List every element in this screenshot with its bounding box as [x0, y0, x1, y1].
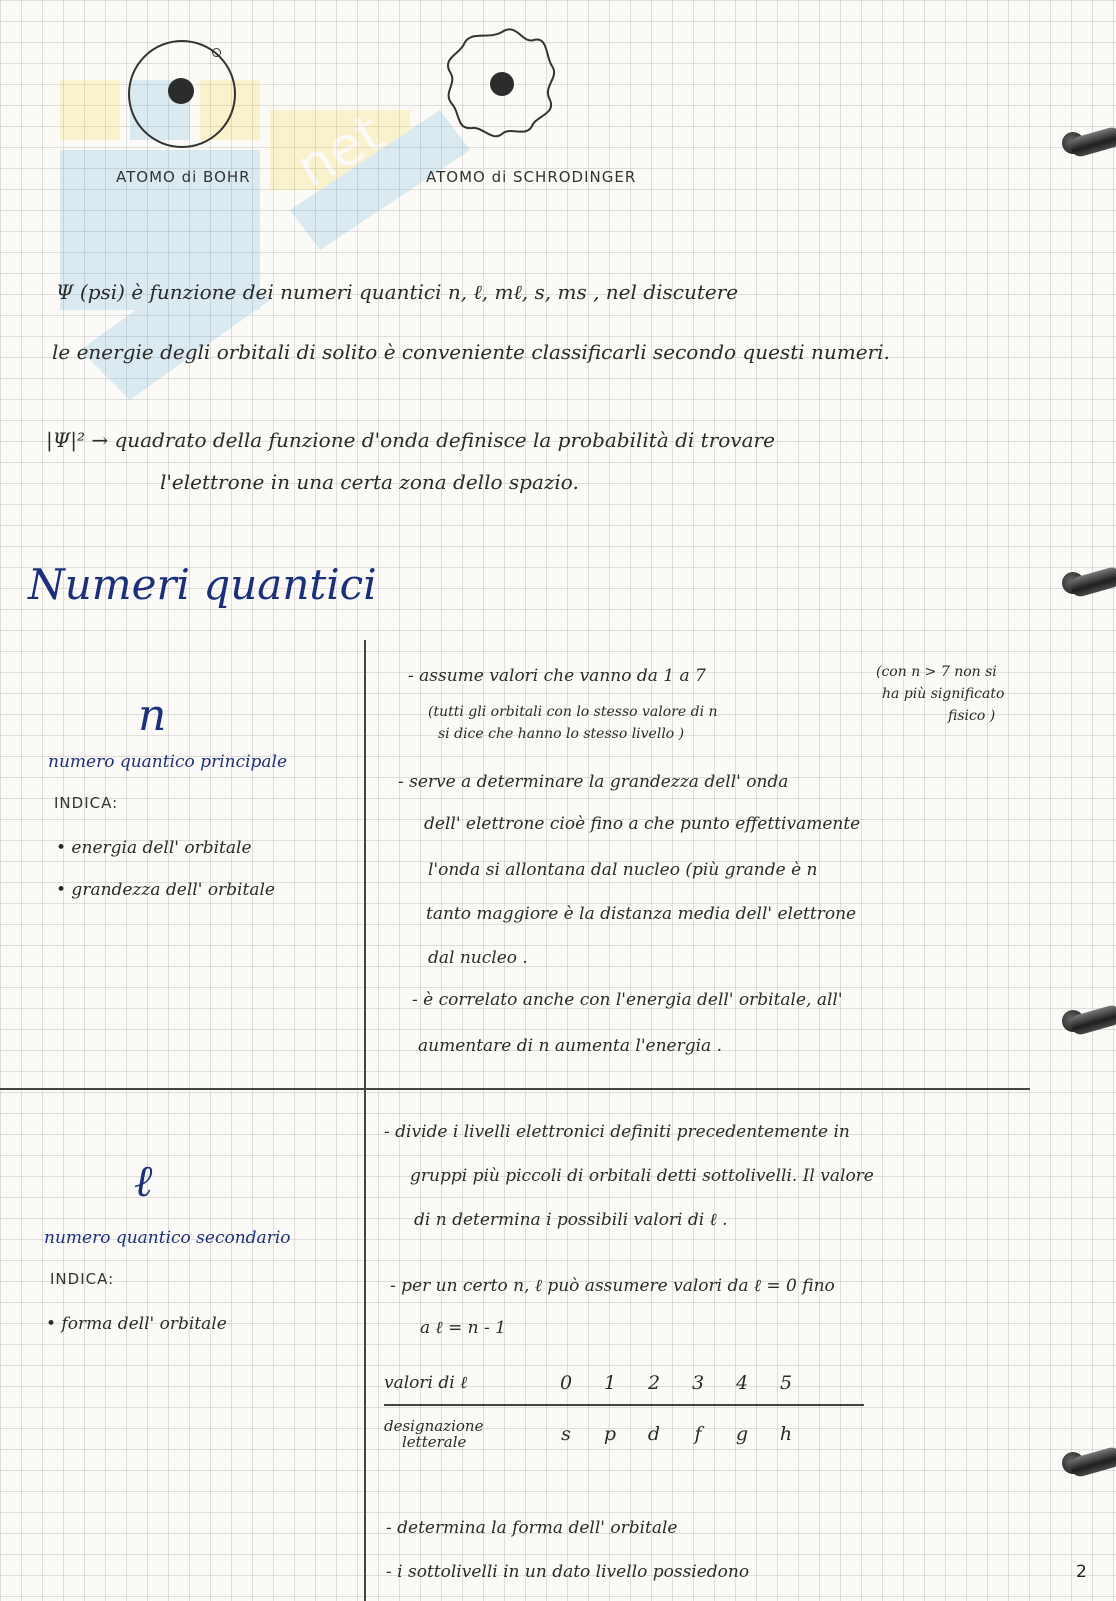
l-note-1: - divide i livelli elettronici definiti precedentemente in — [384, 1122, 850, 1142]
n-note-3: si dice che hanno lo stesso livello ) — [438, 726, 685, 742]
l-letter-cell: g — [735, 1423, 749, 1445]
schrodinger-atom-diagram — [442, 22, 562, 142]
psi-squared-line-2: l'elettrone in una certa zona dello spazio. — [160, 470, 579, 494]
n-item-1: • energia dell' orbitale — [56, 838, 252, 858]
binder-ring-2 — [1058, 566, 1116, 602]
n-note-11: dal nucleo . — [428, 948, 528, 968]
n-note-7: - serve a determinare la grandezza dell' onda — [398, 772, 789, 792]
schrodinger-caption: ATOMO di SCHRODINGER — [426, 168, 637, 186]
n-indica: INDICA: — [54, 794, 119, 812]
table-horizontal-divider — [0, 1088, 1030, 1090]
l-note-3: di n determina i possibili valori di ℓ . — [414, 1210, 728, 1230]
bohr-atom-diagram — [128, 40, 238, 150]
l-values-row — [384, 1372, 864, 1394]
l-letters-row — [384, 1418, 864, 1450]
l-note-5: a ℓ = n - 1 — [420, 1318, 506, 1338]
l-letters-label-line-1: designazione — [384, 1417, 484, 1435]
l-value-cell: 3 — [691, 1372, 705, 1394]
l-value-cell: 5 — [779, 1372, 793, 1394]
l-note-4: - per un certo n, ℓ può assumere valori da ℓ = 0 fino — [390, 1276, 835, 1296]
n-note-5: ha più significato — [882, 686, 1005, 702]
l-value-cell: 4 — [735, 1372, 749, 1394]
n-note-8: dell' elettrone cioè fino a che punto effettivamente — [424, 814, 861, 834]
l-item-1: • forma dell' orbitale — [46, 1314, 227, 1334]
l-table-rule — [384, 1404, 864, 1406]
l-letter-cell: s — [561, 1423, 571, 1445]
n-note-6: fisico ) — [948, 708, 996, 724]
l-name: numero quantico secondario — [44, 1228, 291, 1248]
l-letters-label-line-2: letterale — [402, 1433, 467, 1451]
l-value-cell: 2 — [647, 1372, 661, 1394]
bohr-electron — [212, 48, 221, 57]
l-letter-cell: d — [647, 1423, 661, 1445]
psi-squared-line-1: |Ψ|² → quadrato della funzione d'onda definisce la probabilità di trovare — [46, 428, 775, 452]
psi-definition-line-2: le energie degli orbitali di solito è conveniente classificarli secondo questi numeri. — [52, 340, 890, 364]
binder-ring-3 — [1058, 1004, 1116, 1040]
binder-ring-1 — [1058, 126, 1116, 162]
l-letter-cell: h — [779, 1423, 793, 1445]
l-more-note-1: - determina la forma dell' orbitale — [386, 1518, 678, 1538]
n-item-2: • grandezza dell' orbitale — [56, 880, 275, 900]
section-title: Numeri quantici — [28, 560, 377, 609]
l-note-2: gruppi più piccoli di orbitali detti sottolivelli. Il valore — [410, 1166, 874, 1186]
l-more-note-2: - i sottolivelli in un dato livello possiedono — [386, 1562, 750, 1582]
table-vertical-divider — [364, 640, 366, 1601]
l-letter-cell: f — [694, 1423, 702, 1445]
l-values-table — [384, 1372, 864, 1450]
n-note-12: - è correlato anche con l'energia dell' orbitale, all' — [412, 990, 843, 1010]
bohr-nucleus — [168, 78, 194, 104]
l-values-label: valori di ℓ — [384, 1373, 468, 1393]
n-note-2: (tutti gli orbitali con lo stesso valore di n — [428, 704, 718, 720]
l-letters-label — [384, 1418, 544, 1450]
l-value-cell: 1 — [603, 1372, 617, 1394]
n-note-1: - assume valori che vanno da 1 a 7 — [408, 666, 706, 686]
l-indica: INDICA: — [50, 1270, 115, 1288]
n-name: numero quantico principale — [48, 752, 288, 772]
page-number: 2 — [1076, 1562, 1087, 1582]
psi-definition-line-1: Ψ (psi) è funzione dei numeri quantici n, ℓ, mℓ, s, ms , nel discutere — [56, 280, 739, 304]
l-value-cell: 0 — [559, 1372, 573, 1394]
n-note-4: (con n > 7 non si — [876, 664, 997, 680]
n-note-9: l'onda si allontana dal nucleo (più grande è n — [428, 860, 818, 880]
svg-text:net: net — [285, 101, 394, 200]
l-letter-cell: p — [603, 1423, 617, 1445]
binder-ring-4 — [1058, 1446, 1116, 1482]
n-note-10: tanto maggiore è la distanza media dell' elettrone — [426, 904, 857, 924]
n-letter: n — [138, 690, 167, 741]
n-note-13: aumentare di n aumenta l'energia . — [418, 1036, 722, 1056]
bohr-caption: ATOMO di BOHR — [116, 168, 251, 186]
l-letter: ℓ — [134, 1156, 153, 1207]
